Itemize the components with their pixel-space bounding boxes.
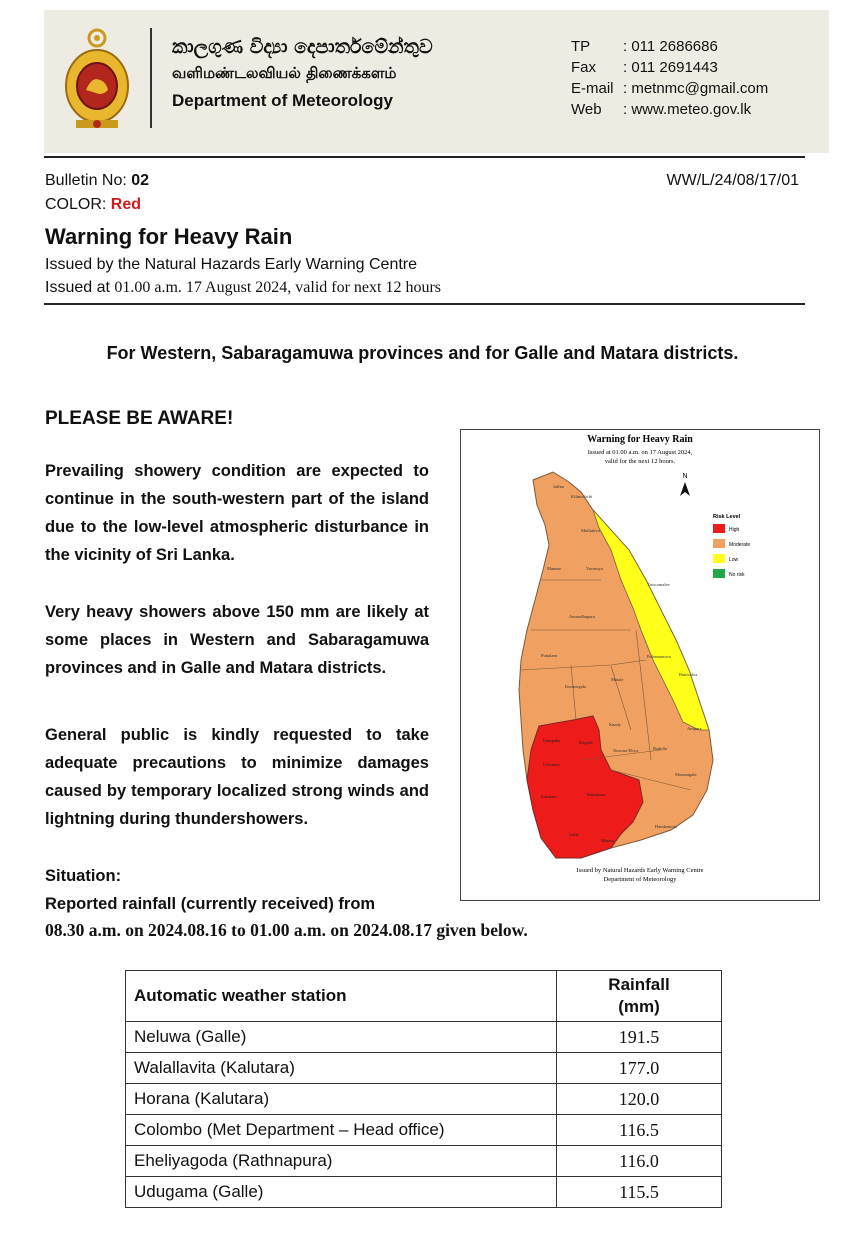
svg-text:No risk: No risk (729, 572, 745, 578)
english-name: Department of Meteorology (172, 91, 394, 110)
svg-text:Mannar: Mannar (547, 566, 561, 571)
rainfall-cell: 177.0 (557, 1053, 722, 1084)
station-cell: Horana (Kalutara) (126, 1084, 557, 1115)
svg-text:Jaffna: Jaffna (553, 484, 564, 489)
rainfall-cell: 120.0 (557, 1084, 722, 1115)
svg-text:Mullaitivu: Mullaitivu (581, 528, 600, 533)
svg-text:Puttalam: Puttalam (541, 653, 557, 658)
risk-map (460, 429, 820, 901)
station-cell: Neluwa (Galle) (126, 1022, 557, 1053)
contact-phone: TP : 011 2686686 (571, 38, 718, 55)
station-cell: Walallavita (Kalutara) (126, 1053, 557, 1084)
sinhala-name: කාලගුණ විද්‍යා දෙපාර්තමේන්තුව (172, 36, 433, 58)
svg-text:Moderate: Moderate (729, 542, 751, 548)
svg-text:Low: Low (729, 557, 739, 563)
table-row (126, 1146, 722, 1177)
svg-text:Ampara: Ampara (687, 726, 702, 731)
table-header-row (126, 971, 722, 1022)
station-cell: Eheliyagoda (Rathnapura) (126, 1146, 557, 1177)
station-cell: Udugama (Galle) (126, 1177, 557, 1208)
contact-fax: Fax : 011 2691443 (571, 59, 718, 76)
map-title: Warning for Heavy Rain (587, 434, 693, 445)
situation-line2: 08.30 a.m. on 2024.08.16 to 01.00 a.m. on 2024.08.17 given below. (45, 920, 528, 940)
map-footer-2: Department of Meteorology (603, 876, 677, 883)
national-emblem-icon (64, 28, 130, 132)
issued-at: Issued at 01.00 a.m. 17 August 2024, valid for next 12 hours (45, 279, 442, 296)
svg-text:Colombo: Colombo (543, 762, 560, 767)
bottom-rule (44, 303, 805, 305)
situation-heading: Situation: (45, 867, 122, 885)
contact-details (571, 36, 768, 120)
table-row (126, 1084, 722, 1115)
bulletin-number: Bulletin No: 02 (45, 172, 150, 189)
svg-text:High: High (729, 527, 740, 533)
north-arrow-icon (680, 473, 690, 496)
header-divider (150, 28, 152, 128)
situation-line1: Reported rainfall (currently received) from (45, 895, 376, 913)
svg-text:Matale: Matale (611, 677, 624, 682)
svg-text:Galle: Galle (569, 832, 579, 837)
svg-text:Matara: Matara (601, 838, 614, 843)
bulletin-reference: WW/L/24/08/17/01 (666, 172, 799, 189)
rainfall-table (125, 970, 722, 1208)
svg-text:Monaragala: Monaragala (675, 772, 697, 777)
svg-text:Hambantota: Hambantota (655, 824, 677, 829)
table-row (126, 1022, 722, 1053)
svg-text:Kegalle: Kegalle (579, 740, 593, 745)
svg-text:Risk Level: Risk Level (713, 514, 741, 520)
table-row (126, 1053, 722, 1084)
map-subtitle-2: valid for the next 12 hours. (604, 458, 676, 465)
map-footer-1: Issued by Natural Hazards Early Warning Centre (576, 867, 704, 874)
svg-text:N: N (682, 473, 688, 480)
column-header-station: Automatic weather station (126, 971, 557, 1022)
svg-text:Anuradhapura: Anuradhapura (569, 614, 595, 619)
paragraph-precautions: General public is kindly requested to take adequate precautions to minimize damages caused by temporary localized strong winds and lightning during thundershowers. (45, 726, 429, 828)
column-header-rainfall: Rainfall (mm) (557, 971, 722, 1022)
warning-scope: For Western, Sabaragamuwa provinces and for Galle and Matara districts. (106, 343, 739, 363)
bulletin-color: COLOR: Red (45, 196, 142, 213)
rainfall-cell: 116.5 (557, 1115, 722, 1146)
tamil-name: வளிமண்டலவியல் திணைக்களம் (172, 64, 397, 82)
svg-text:Vavuniya: Vavuniya (586, 566, 603, 571)
svg-text:Trincomalee: Trincomalee (647, 582, 670, 587)
svg-text:Gampaha: Gampaha (543, 738, 561, 743)
top-rule (44, 156, 805, 158)
contact-web[interactable]: Web : www.meteo.gov.lk (571, 101, 752, 118)
svg-text:Kilinochchi: Kilinochchi (571, 494, 593, 499)
svg-text:Batticaloa: Batticaloa (679, 672, 698, 677)
issued-by: Issued by the Natural Hazards Early Warning Centre (45, 256, 418, 273)
rainfall-cell: 116.0 (557, 1146, 722, 1177)
contact-email[interactable]: E-mail : metnmc@gmail.com (571, 80, 769, 97)
svg-text:Nuwara Eliya: Nuwara Eliya (613, 748, 638, 753)
bulletin-title: Warning for Heavy Rain (45, 224, 293, 249)
svg-text:Kurunegala: Kurunegala (565, 684, 586, 689)
svg-text:Kalutara: Kalutara (541, 794, 557, 799)
table-row (126, 1115, 722, 1146)
letterhead (44, 10, 829, 153)
svg-text:Ratnapura: Ratnapura (587, 792, 606, 797)
organisation-names (172, 34, 433, 114)
station-cell: Colombo (Met Department – Head office) (126, 1115, 557, 1146)
table-row (126, 1177, 722, 1208)
aware-heading: PLEASE BE AWARE! (45, 408, 234, 429)
rainfall-cell: 115.5 (557, 1177, 722, 1208)
paragraph-showers: Very heavy showers above 150 mm are likely at some places in Western and Sabaragamuwa provinces and in Galle and Matara districts. (45, 603, 429, 677)
map-legend (713, 514, 750, 578)
paragraph-condition: Prevailing showery condition are expected to continue in the south-western part of the island due to the low-level atmospheric disturbance in the vicinity of Sri Lanka. (45, 462, 429, 564)
svg-text:Kandy: Kandy (609, 722, 621, 727)
svg-text:Polonnaruwa: Polonnaruwa (647, 654, 671, 659)
map-subtitle-1: Issued at 01.00 a.m. on 17 August 2024, (587, 449, 693, 456)
svg-text:Badulla: Badulla (653, 746, 667, 751)
rainfall-cell: 191.5 (557, 1022, 722, 1053)
